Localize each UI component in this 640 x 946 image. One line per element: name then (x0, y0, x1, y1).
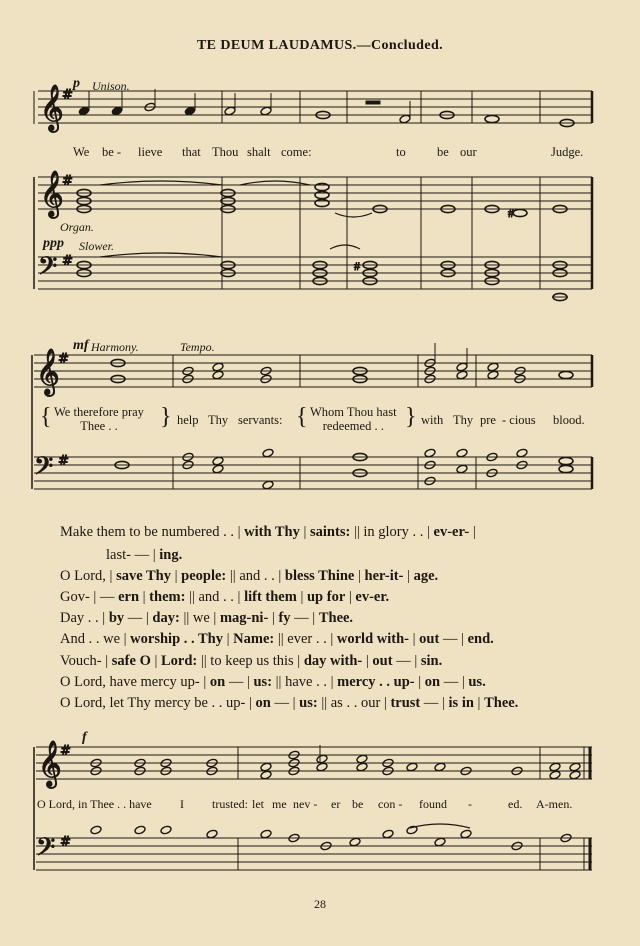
chant-segment: | (299, 524, 311, 540)
brace-left-1: { (40, 404, 52, 430)
half-note (212, 370, 224, 380)
slower-label: Slower. (79, 239, 115, 253)
chant-line-olord1 (60, 569, 438, 584)
chant-segment: bless Thine (284, 568, 355, 584)
quarter-note (78, 106, 90, 116)
chant-segment: ing. (159, 547, 183, 563)
chant-segment: | (139, 589, 150, 605)
brace-right-1: } (160, 404, 172, 430)
chant-segment: end. (467, 631, 494, 647)
staff-final-bass (36, 838, 592, 870)
chant-segment: by (108, 610, 125, 626)
chant-segment: them: (149, 589, 186, 605)
chant-segment: ev-er- (433, 524, 470, 540)
page-title: TE DEUM LAUDAMUS.—Concluded. (196, 38, 444, 53)
chant-segment: || have . . | (272, 674, 338, 690)
key-sharp: # (58, 454, 69, 469)
chant-segment: || and . . | (185, 589, 245, 605)
chant-segment: out (372, 653, 393, 669)
chant-segment: | (354, 568, 365, 584)
half-note (434, 762, 446, 772)
chant-segment: And . . we | (60, 631, 131, 647)
brace-left-2: { (296, 404, 308, 430)
half-note (487, 370, 499, 380)
half-note (134, 825, 146, 835)
chant-segment: — | (290, 610, 319, 626)
lyric-word: to (396, 145, 406, 159)
chant-segment: || as . . our | (317, 695, 391, 711)
chant-segment: | (473, 695, 485, 711)
chant-segment: on (209, 674, 226, 690)
treble-clef: 𝄞 (40, 85, 64, 131)
half-note (516, 448, 528, 458)
whole-note (315, 199, 329, 206)
chant-segment: us. (468, 674, 486, 690)
chant-segment: Vouch- | (60, 653, 112, 669)
chant-segment: safe O (111, 653, 151, 669)
lyric-word: We (73, 145, 90, 159)
chant-segment: up for (306, 589, 346, 605)
lyric-word: found (419, 797, 447, 811)
half-note (487, 362, 499, 372)
chant-segment: || to keep us this | (197, 653, 304, 669)
chant-segment: people: (181, 568, 227, 584)
chant-segment: O Lord, let Thy mercy be . . up- | (60, 695, 256, 711)
chant-segment: mercy . . up- (337, 674, 415, 690)
half-note (456, 362, 468, 372)
chant-line-olord3 (60, 696, 518, 711)
chant-segment: Thee. (484, 695, 519, 711)
chant-segment: mag-ni- (219, 610, 269, 626)
chant-segment: ev-er. (355, 589, 390, 605)
chant-segment: world with- (336, 631, 409, 647)
chant-segment: — | (420, 695, 449, 711)
chant-segment: Gov- | — (60, 589, 119, 605)
lyric-word: A-men. (536, 797, 573, 811)
tempo-label: Tempo. (180, 340, 215, 354)
lyric-word: er (331, 797, 341, 811)
chant-line-olord2 (60, 675, 486, 690)
chant-line-make (60, 525, 476, 540)
half-note (424, 448, 436, 458)
whole-note (513, 209, 527, 216)
whole-note (559, 465, 573, 472)
accidental-sharp: # (508, 206, 514, 220)
key-sharp: # (62, 174, 73, 189)
half-note (460, 829, 472, 839)
chant-line-vouch (60, 654, 442, 669)
chant-segment: day with- (303, 653, 363, 669)
chant-segment: — | (392, 653, 421, 669)
chant-segment: | (414, 674, 425, 690)
treble-clef: 𝄞 (36, 349, 60, 395)
chant-segment: — | (124, 610, 153, 626)
chant-segment: || we | (179, 610, 220, 626)
lyric-word: be - (102, 145, 122, 159)
chant-segment: | (469, 524, 476, 540)
treble-clef: 𝄞 (40, 171, 64, 217)
we-therefore-stack: We therefore pray Thee . . (54, 405, 144, 433)
chant-segment: Thee. (318, 610, 354, 626)
lyric-word: trusted: (212, 797, 248, 811)
chant-segment: — | (439, 631, 468, 647)
key-sharp: # (60, 744, 71, 759)
unison-label: Unison. (92, 79, 130, 93)
chant-segment: O Lord, | (60, 568, 117, 584)
chant-segment: saints: (310, 524, 351, 540)
whole-note (559, 457, 573, 464)
lyric-word: ed. (508, 797, 523, 811)
tie (335, 213, 372, 217)
chant-segment: || and . . | (226, 568, 285, 584)
chant-segment: is in (448, 695, 474, 711)
half-note (260, 829, 272, 839)
lyric-word: come: (281, 145, 312, 159)
chant-segment: | (409, 631, 420, 647)
half-note (260, 770, 272, 780)
chant-segment: — | (225, 674, 254, 690)
lyric-blood: blood. (553, 413, 585, 427)
chant-segment: Make them to be numbered . . | (60, 524, 245, 540)
chant-segment: worship . . Thy (130, 631, 223, 647)
chant-segment: save Thy (116, 568, 171, 584)
half-note (212, 456, 224, 466)
half-note (224, 106, 236, 116)
chant-segment: | (296, 589, 307, 605)
half-note (206, 829, 218, 839)
chant-segment: Day . . | (60, 610, 109, 626)
whole-note (559, 371, 573, 378)
half-note (262, 480, 274, 490)
lyric-word: that (182, 145, 201, 159)
dynamic-f: f (82, 730, 87, 745)
whole-note (485, 115, 499, 122)
lyric-thy: Thy (208, 413, 229, 427)
whom-stack: Whom Thou hast redeemed . . (310, 405, 397, 433)
whole-note (315, 191, 329, 198)
half-note (356, 754, 368, 764)
dynamic-ppp: ppp (43, 236, 64, 251)
chant-line-and (60, 632, 494, 647)
chant-segment: — | (440, 674, 469, 690)
chant-line-last (106, 548, 182, 563)
chant-segment: Name: (233, 631, 275, 647)
half-note (212, 464, 224, 474)
lyric-with: with (421, 413, 444, 427)
half-note (549, 770, 561, 780)
chant-segment: out (419, 631, 440, 647)
chant-segment: lift them (244, 589, 297, 605)
staff-voice-1 (38, 91, 592, 123)
chant-segment: | (345, 589, 356, 605)
chant-segment: | (362, 653, 373, 669)
chant-segment: on (255, 695, 271, 711)
chant-segment: fy (278, 610, 291, 626)
chant-segment: || ever . . | (274, 631, 337, 647)
lyric-pre: pre (480, 413, 496, 427)
half-note (316, 762, 328, 772)
chant-segment: || in glory . . | (350, 524, 434, 540)
lyric-word: Judge. (551, 145, 584, 159)
lyric-word: O Lord, in Thee . . have (37, 797, 152, 811)
lyric-word: - (468, 797, 472, 811)
half-note (260, 106, 272, 116)
chant-segment: | (268, 610, 279, 626)
lyric-word: be (437, 145, 449, 159)
lyric-word: lieve (138, 145, 163, 159)
half-note (456, 370, 468, 380)
accidental-sharp: # (354, 259, 360, 273)
half-note (406, 762, 418, 772)
half-note (160, 825, 172, 835)
half-note (260, 762, 272, 772)
half-note (382, 829, 394, 839)
dynamic-p: p (73, 76, 80, 91)
lyric-word: Thou (212, 145, 239, 159)
half-note (262, 448, 274, 458)
lyric-word: our (460, 145, 477, 159)
chant-segment: | (222, 631, 234, 647)
key-sharp: # (58, 352, 69, 367)
half-rest (366, 101, 380, 104)
lyric-word: I (180, 797, 184, 811)
half-note (399, 114, 411, 124)
half-note (356, 762, 368, 772)
bass-clef: 𝄢 (36, 833, 56, 868)
half-note (212, 362, 224, 372)
half-note (569, 770, 581, 780)
lyric-word: con - (378, 797, 403, 811)
brace-right-2: } (405, 404, 417, 430)
organ-label: Organ. (60, 220, 94, 234)
chant-segment: | (171, 568, 182, 584)
lyric-word: let (252, 797, 264, 811)
half-note (90, 825, 102, 835)
lyric-word: me (272, 797, 287, 811)
chant-segment: her-it- (364, 568, 404, 584)
lyric-word: shalt (247, 145, 271, 159)
lyric-word: be (352, 797, 364, 811)
harmony-label: Harmony. (91, 340, 139, 354)
quarter-note (184, 106, 196, 116)
chant-segment: us: (299, 695, 318, 711)
staff-final-treble (36, 747, 592, 779)
bass-clef: 𝄢 (38, 252, 58, 287)
chant-segment: last- — | (106, 547, 160, 563)
half-note (316, 754, 328, 764)
half-note (549, 762, 561, 772)
chant-segment: Lord: (161, 653, 198, 669)
tie (410, 824, 470, 828)
key-sharp: # (62, 88, 73, 103)
chant-segment: | (403, 568, 414, 584)
tie (100, 253, 222, 257)
chant-segment: day: (152, 610, 180, 626)
bass-clef: 𝄢 (34, 452, 54, 487)
chant-segment: on (424, 674, 441, 690)
chant-segment: sin. (420, 653, 443, 669)
tie (330, 245, 360, 249)
lyric-servants: servants: (238, 413, 283, 427)
chant-segment: trust (390, 695, 421, 711)
key-sharp: # (62, 254, 73, 269)
chant-segment: — | (270, 695, 300, 711)
half-note (456, 464, 468, 474)
tie (100, 181, 222, 185)
page-number: 28 (314, 897, 326, 911)
half-note (456, 448, 468, 458)
treble-clef: 𝄞 (38, 741, 62, 787)
lyric-word: nev - (293, 797, 318, 811)
quarter-note (111, 106, 123, 116)
lyric-cious: - cious (502, 413, 536, 427)
chant-line-gov (60, 590, 389, 605)
half-note (434, 837, 446, 847)
chant-segment: with Thy (244, 524, 300, 540)
lyric-thy-2: Thy (453, 413, 474, 427)
lyric-help: help (177, 413, 199, 427)
half-note (569, 762, 581, 772)
dynamic-mf: mf (73, 338, 89, 353)
chant-segment: ern (118, 589, 140, 605)
key-sharp: # (60, 835, 71, 850)
chant-segment: O Lord, have mercy up- | (60, 674, 210, 690)
whole-note (315, 183, 329, 190)
chant-segment: us: (253, 674, 273, 690)
chant-line-day (60, 611, 353, 626)
chant-segment: | (150, 653, 161, 669)
half-note (349, 837, 361, 847)
chant-segment: age. (413, 568, 439, 584)
